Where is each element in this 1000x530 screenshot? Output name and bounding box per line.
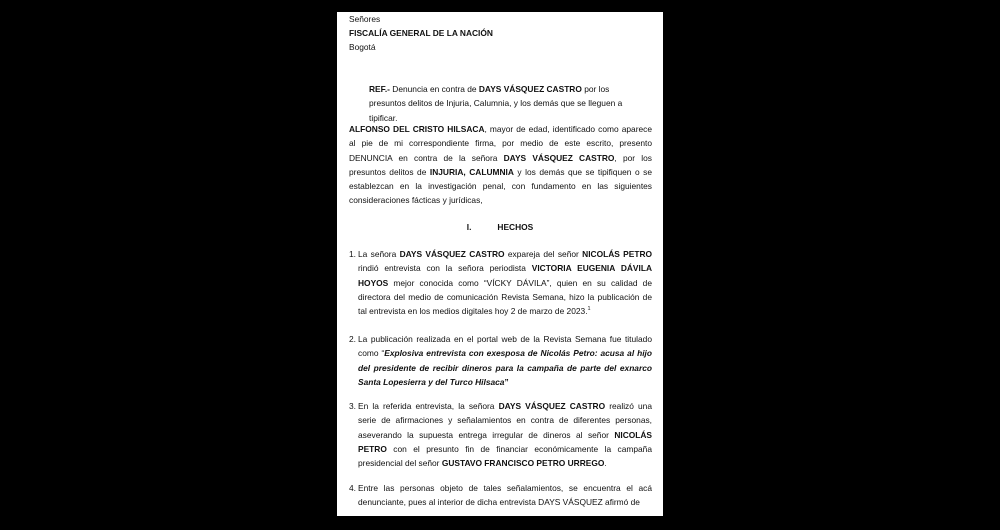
- section-heading: [337, 220, 663, 234]
- complainant-name: ALFONSO DEL CRISTO HILSACA: [349, 124, 485, 134]
- accused-name: DAYS VÁSQUEZ CASTRO: [503, 152, 615, 163]
- section-title: HECHOS: [497, 222, 534, 232]
- crimes-list: INJURIA, CALUMNIA: [429, 166, 514, 177]
- list-item-number: 3.: [349, 401, 356, 411]
- list-item-number: 2.: [349, 334, 356, 344]
- reference-paragraph: REF.- Denuncia en contra de DAYS VÁSQUEZ CASTRO por los presuntos delitos de Injuria, Calumnia, y los demás que se lleguen a tipificar.: [369, 84, 623, 123]
- footnote-marker: 1: [587, 306, 591, 313]
- list-item-number: 1.: [349, 249, 356, 259]
- document-page: [337, 12, 663, 516]
- list-item-number: 4.: [349, 483, 356, 493]
- ref-accused-name: DAYS VÁSQUEZ CASTRO: [478, 84, 582, 94]
- ref-label: REF.-: [369, 84, 390, 94]
- city-line: Bogotá: [349, 42, 376, 52]
- list-item-3: 3. En la referida entrevista, la señora DAYS VÁSQUEZ CASTRO realizó una serie de afirmaciones y señalamientos en contra de diferentes personas, aseverando la supuesta entrega irregular de dineros al señor NICOLÁS PETRO con el presunto fin de financiar económicamente la campaña presidencial del señor GUSTAVO FRANCISCO PETRO URREGO.: [349, 401, 652, 469]
- intro-paragraph: ALFONSO DEL CRISTO HILSACA, mayor de edad, identificado como aparece al pie de mi correspondiente firma, por medio de este escrito, presento DENUNCIA en contra de la señora DAYS VÁSQUEZ CASTRO, por los presuntos delitos de INJURIA, CALUMNIA y los demás que se tipifiquen o se establezcan en la investigación penal, con fundamento en las siguientes consideraciones fácticas y jurídicas,: [349, 124, 653, 206]
- article-title-quote: Explosiva entrevista con exesposa de Nicolás Petro: acusa al hijo del presidente de recibir dineros para la campaña de parte del exnarco Santa Lopesierra y del Turco Hilsaca: [358, 348, 652, 387]
- list-item-1: 1. La señora DAYS VÁSQUEZ CASTRO expareja del señor NICOLÁS PETRO rindió entrevista con la señora periodista VICTORIA EUGENIA DÁVILA HOYOS mejor conocida como “VÍCKY DÁVILA”, quien en su calidad de directora del medio de comunicación Revista Semana, hizo la publicación de tal entrevista en los medios digitales hoy 2 de marzo de 2023.$^1$: [349, 249, 653, 317]
- addressee-line: Señores: [349, 14, 381, 24]
- list-item-4: 4. Entre las personas objeto de tales señalamientos, se encuentra el acá denunciante, pues al interior de dicha entrevista DAYS VÁSQUEZ afirmó de: [349, 483, 652, 508]
- section-number: I.: [466, 222, 472, 232]
- institution-line: FISCALÍA GENERAL DE LA NACIÓN: [349, 28, 493, 38]
- list-item-2: 2. La publicación realizada en el portal web de la Revista Semana fue titulado como “Explosiva entrevista con exesposa de Nicolás Petro: acusa al hijo del presidente de recibir dineros para la campaña de parte del exnarco Santa Lopesierra y del Turco Hilsaca”: [349, 334, 652, 387]
